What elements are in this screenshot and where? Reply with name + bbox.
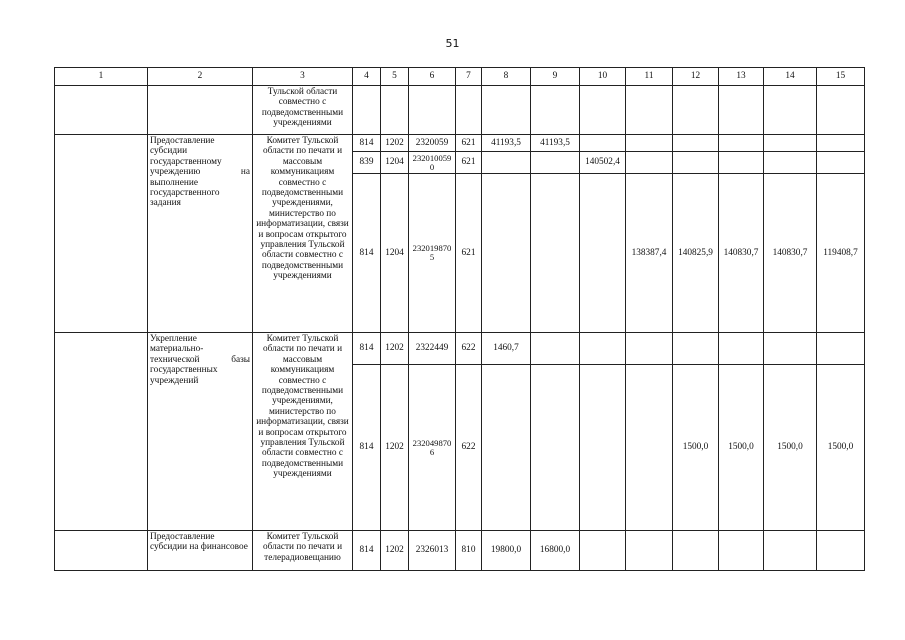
table-row xyxy=(55,531,865,571)
table-cell: 622 xyxy=(456,365,482,531)
col-header: 8 xyxy=(482,68,531,86)
table-cell xyxy=(817,531,865,571)
table-cell: 1202 xyxy=(381,333,409,365)
col-header: 15 xyxy=(817,68,865,86)
table-cell xyxy=(626,152,673,174)
table-cell: 41193,5 xyxy=(482,135,531,152)
table-row xyxy=(55,135,865,152)
table-cell: 140830,7 xyxy=(764,174,817,333)
table-row xyxy=(55,333,865,365)
table-row xyxy=(55,86,865,135)
column-header-row xyxy=(55,68,865,86)
col-header: 4 xyxy=(353,68,381,86)
table-cell: 16800,0 xyxy=(531,531,580,571)
activity-cell: Укрепление материально-технической базы государственных учреждений xyxy=(148,333,253,531)
col-header: 9 xyxy=(531,68,580,86)
table-cell xyxy=(719,135,764,152)
table-cell xyxy=(764,135,817,152)
table-cell xyxy=(673,135,719,152)
table-cell: 2320198705 xyxy=(409,174,456,333)
table-cell xyxy=(817,135,865,152)
table-cell xyxy=(531,365,580,531)
executor-cell: Комитет Тульской области по печати и массовым коммуникациям совместно с подведомственными учреждениями, министерство по информатизации, связи и вопросам открытого управления Тульской области совместно с подведомственными учреждениями xyxy=(253,135,353,333)
table-cell: 1500,0 xyxy=(817,365,865,531)
table-cell: 621 xyxy=(456,174,482,333)
table-cell xyxy=(673,333,719,365)
table-cell xyxy=(626,135,673,152)
table-cell: 810 xyxy=(456,531,482,571)
col-header: 5 xyxy=(381,68,409,86)
table-cell xyxy=(482,365,531,531)
col-header: 3 xyxy=(253,68,353,86)
table-cell xyxy=(626,531,673,571)
table-cell: 41193,5 xyxy=(531,135,580,152)
table-cell: 1202 xyxy=(381,365,409,531)
col-header: 10 xyxy=(580,68,626,86)
table-cell xyxy=(719,333,764,365)
table-cell xyxy=(673,531,719,571)
table-cell: 2320100590 xyxy=(409,152,456,174)
col-header: 13 xyxy=(719,68,764,86)
col-header: 14 xyxy=(764,68,817,86)
col-header: 12 xyxy=(673,68,719,86)
table-cell: 2322449 xyxy=(409,333,456,365)
table-cell xyxy=(764,531,817,571)
executor-cell: Тульской области совместно с подведомственными учреждениями xyxy=(253,86,353,135)
table-cell: 1204 xyxy=(381,174,409,333)
table-cell xyxy=(673,152,719,174)
table-cell: 621 xyxy=(456,152,482,174)
table-cell: 1500,0 xyxy=(719,365,764,531)
table-cell xyxy=(719,531,764,571)
table-cell xyxy=(580,135,626,152)
table-cell xyxy=(482,174,531,333)
activity-cell: Предоставление субсидии на финансовое xyxy=(148,531,253,571)
table-cell xyxy=(580,531,626,571)
table-cell: 1204 xyxy=(381,152,409,174)
table-cell: 814 xyxy=(353,365,381,531)
table-cell xyxy=(764,152,817,174)
col-header: 6 xyxy=(409,68,456,86)
col-header: 1 xyxy=(55,68,148,86)
table-cell xyxy=(626,333,673,365)
table-cell: 814 xyxy=(353,174,381,333)
table-cell xyxy=(817,152,865,174)
table-cell: 2326013 xyxy=(409,531,456,571)
table-cell xyxy=(531,152,580,174)
table-cell xyxy=(531,174,580,333)
col-header: 2 xyxy=(148,68,253,86)
table-cell: 140830,7 xyxy=(719,174,764,333)
table-cell xyxy=(626,365,673,531)
table-cell: 814 xyxy=(353,531,381,571)
page-number: 51 xyxy=(445,37,460,50)
table-cell: 621 xyxy=(456,135,482,152)
table-cell: 140825,9 xyxy=(673,174,719,333)
executor-cell: Комитет Тульской области по печати и массовым коммуникациям совместно с подведомственными учреждениями, министерство по информатизации, связи и вопросам открытого управления Тульской области совместно с подведомственными учреждениями xyxy=(253,333,353,531)
table-cell: 839 xyxy=(353,152,381,174)
table-cell: 1500,0 xyxy=(764,365,817,531)
table-cell: 1460,7 xyxy=(482,333,531,365)
table-cell xyxy=(719,152,764,174)
executor-cell: Комитет Тульской области по печати и телерадиовещанию xyxy=(253,531,353,571)
table-cell xyxy=(817,333,865,365)
table-cell xyxy=(531,333,580,365)
table-cell: 140502,4 xyxy=(580,152,626,174)
table-cell: 1202 xyxy=(381,531,409,571)
table-cell: 138387,4 xyxy=(626,174,673,333)
table-cell: 2320059 xyxy=(409,135,456,152)
table-cell xyxy=(580,365,626,531)
table-cell: 814 xyxy=(353,135,381,152)
table-cell: 2320498706 xyxy=(409,365,456,531)
table-cell: 1202 xyxy=(381,135,409,152)
budget-table xyxy=(54,67,865,571)
table-cell: 622 xyxy=(456,333,482,365)
table-cell: 19800,0 xyxy=(482,531,531,571)
table-cell xyxy=(482,152,531,174)
table-cell: 119408,7 xyxy=(817,174,865,333)
table-cell xyxy=(580,333,626,365)
col-header: 7 xyxy=(456,68,482,86)
table-cell: 814 xyxy=(353,333,381,365)
table-cell xyxy=(580,174,626,333)
table-cell xyxy=(764,333,817,365)
activity-cell: Предоставление субсидии государственному учреждению на выполнение государственного задания xyxy=(148,135,253,333)
col-header: 11 xyxy=(626,68,673,86)
table-cell: 1500,0 xyxy=(673,365,719,531)
